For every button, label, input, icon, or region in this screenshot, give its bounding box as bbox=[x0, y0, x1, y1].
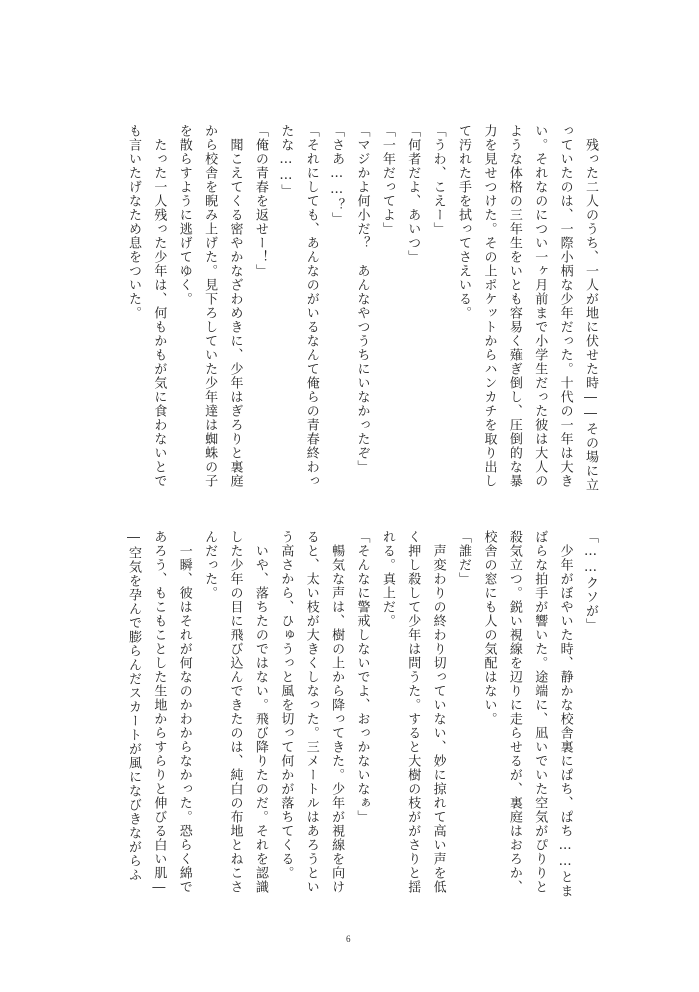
text-column: ような体格の三年生をいとも容易く薙ぎ倒し、圧倒的な暴 bbox=[506, 124, 522, 488]
text-column: んだった。 bbox=[202, 530, 218, 600]
text-column: ばらな拍手が響いた。途端に、凪いでいた空気がぴりりと bbox=[532, 530, 548, 894]
text-column: 「それにしても、あんなのがいるなんて俺らの青春終わっ bbox=[303, 124, 319, 488]
text-column: い。それなのについ一ヶ月前まで小学生だった彼は大人の bbox=[532, 124, 548, 488]
text-column: いや、落ちたのではない。飛び降りたのだ。それを認識 bbox=[252, 530, 268, 894]
text-column: 「そんなに警戒しないでよ、おっかないなぁ」 bbox=[354, 530, 370, 824]
text-column: 少年がぼやいた時、静かな校舎裏にぱち、ぱち……とま bbox=[557, 530, 573, 898]
text-column: ると、太い枝が大きくしなった。三メートルはあろうとい bbox=[303, 530, 319, 894]
text-column: う高さから、ひゅうっと風を切って何かが落ちてくる。 bbox=[278, 530, 294, 880]
text-column: 声変わりの終わり切っていない、妙に掠れて高い声を低 bbox=[430, 530, 446, 894]
text-column: 「……クソが」 bbox=[583, 530, 598, 632]
text-column: を散らすように逃げてゆく。 bbox=[176, 124, 192, 306]
text-column: ―空気を孕んで膨らんだスカートが風になびきながらふ bbox=[125, 530, 141, 882]
text-column: 暢気な声は、樹の上から降ってきた。少年が視線を向け bbox=[329, 530, 345, 894]
text-column: から校舎を睨み上げた。見下ろしていた少年達は蜘蛛の子 bbox=[202, 124, 218, 488]
text-column: たった一人残った少年は、何もかもが気に食わないとで bbox=[151, 124, 167, 488]
text-block-bottom bbox=[113, 530, 603, 910]
text-column: 「一年だってよ」 bbox=[379, 124, 395, 236]
text-column: く押し殺して少年は問うた。すると大樹の枝ががさりと揺 bbox=[405, 530, 421, 894]
text-block-top bbox=[113, 124, 603, 504]
text-column: 「誰だ」 bbox=[456, 530, 472, 586]
text-column: した少年の目に飛び込んできたのは、純白の布地とねこさ bbox=[227, 530, 243, 894]
text-column: 聞こえてくる密やかなざわめきに、少年はぎろりと裏庭 bbox=[227, 124, 243, 488]
text-column: て汚れた手を拭ってさえいる。 bbox=[456, 124, 472, 320]
text-column: 殺気立つ。鋭い視線を辺りに走らせるが、裏庭はおろか、 bbox=[506, 530, 522, 894]
text-column: れる。真上だ。 bbox=[379, 530, 395, 628]
text-column: 「何者だよ、あいつ」 bbox=[405, 124, 421, 264]
text-column: 校舎の窓にも人の気配はない。 bbox=[481, 530, 497, 726]
text-column: も言いたげなため息をついた。 bbox=[125, 124, 141, 320]
text-column: たな……」 bbox=[278, 124, 294, 198]
text-column: あろう、もこもことした生地からすらりと伸びる白い肌― bbox=[151, 530, 167, 896]
page-number: 6 bbox=[346, 934, 351, 944]
text-column: 「さあ……？」 bbox=[329, 124, 345, 226]
text-column: 一瞬、彼はそれが何なのかわからなかった。恐らく綿で bbox=[176, 530, 192, 894]
text-column: 「俺の青春を返せー！」 bbox=[252, 124, 268, 278]
text-column: 力を見せつけた。その上ポケットからハンカチを取り出し bbox=[481, 124, 497, 488]
text-column: 「マジかよ何小だ？ あんなやつうちにいなかったぞ」 bbox=[354, 124, 370, 474]
text-column: 残った二人のうち、一人が地に伏せた時――その場に立 bbox=[583, 124, 598, 492]
text-column: っていたのは、一際小柄な少年だった。十代の一年は大き bbox=[557, 124, 573, 488]
text-column: 「うわ、こえー」 bbox=[430, 124, 446, 236]
